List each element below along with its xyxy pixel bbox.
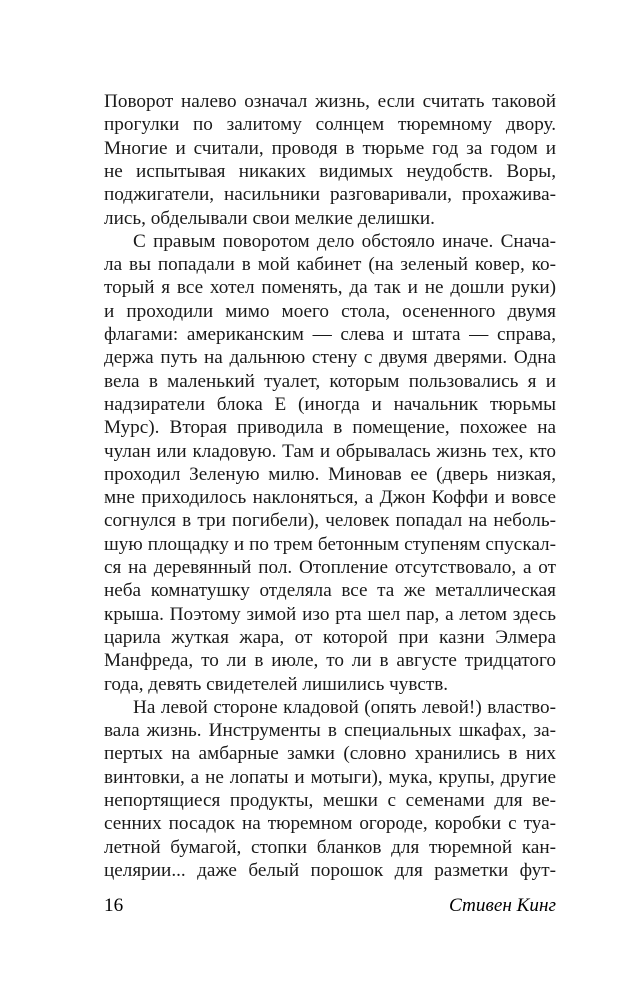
text-line: прогулки по залитому солнцем тюремному двору.	[104, 114, 556, 136]
text-line: чулан или кладовую. Там и обрывалась жизнь тех, кто	[104, 440, 556, 462]
text-line: ся на деревянный пол. Отопление отсутствовало, а от	[104, 557, 556, 578]
text-line: поджигатели, насильники разговаривали, прохажива-	[104, 184, 556, 206]
text-line: непортящиеся продукты, мешки с семенами для ве-	[104, 790, 556, 811]
text-line: ла вы попадали в мой кабинет (на зеленый ковер, ко-	[104, 254, 556, 276]
text-line: Поворот налево означал жизнь, если считать таковой	[104, 91, 556, 112]
text-line: целярии... даже белый порошок для разметки фут-	[104, 859, 556, 881]
text-line: не испытывая никаких видимых неудобств. Воры,	[104, 160, 556, 182]
page-number: 16	[104, 895, 124, 916]
text-line: сенних посадок на тюремном огороде, коробки с туа-	[104, 813, 556, 835]
text-line: торый я все хотел поменять, да так и не дошли руки)	[104, 277, 556, 299]
text-line: флагами: американским — слева и штата — справа,	[104, 324, 556, 345]
text-line: держа путь на дальнюю стену с двумя дверями. Одна	[104, 347, 556, 369]
running-head-author: Стивен Кинг	[448, 895, 556, 916]
text-line: Многие и считали, проводя в тюрьме год за годом и	[104, 137, 556, 159]
text-line: Манфреда, то ли в июле, то ли в августе тридцатого	[104, 650, 556, 672]
text-line: лись, обделывали свои мелкие делишки.	[104, 207, 435, 229]
text-line: пертых на амбарные замки (словно хранились в них	[104, 743, 556, 765]
text-line: крыша. Поэтому зимой изо рта шел пар, а летом здесь	[104, 603, 556, 625]
text-line: года, девять свидетелей лишились чувств.	[104, 673, 449, 695]
text-line: проходил Зеленую милю. Миновав ее (дверь низкая,	[104, 463, 556, 485]
text-line: летной бумагой, стопки бланков для тюремной кан-	[104, 836, 556, 858]
text-line: мне приходилось наклоняться, а Джон Коффи и вовсе	[104, 487, 556, 509]
paragraph-first-line: С правым поворотом дело обстояло иначе. Снача-	[133, 230, 556, 252]
text-line: согнулся в три погибели), человек попадал на неболь-	[104, 510, 556, 532]
text-line: вела в маленький туалет, которым пользовались я и	[104, 370, 556, 392]
text-line: винтовки, а не лопаты и мотыги), мука, крупы, другие	[104, 766, 556, 788]
paragraph-first-line: На левой стороне кладовой (опять левой!) властво-	[133, 696, 556, 718]
text-line: и проходили мимо моего стола, осененного двумя	[104, 300, 556, 322]
text-line: царила жуткая жара, от которой при казни Элмера	[104, 626, 556, 648]
text-line: Мурс). Вторая приводила в помещение, похожее на	[104, 417, 556, 439]
text-line: неба комнатушку отделяла все та же металлическая	[104, 580, 556, 602]
text-line: шую площадку и по трем бетонным ступеням спускал-	[104, 533, 556, 555]
text-line: надзиратели блока Е (иногда и начальник тюрьмы	[104, 393, 556, 415]
text-line: вала жизнь. Инструменты в специальных шкафах, за-	[104, 720, 556, 742]
